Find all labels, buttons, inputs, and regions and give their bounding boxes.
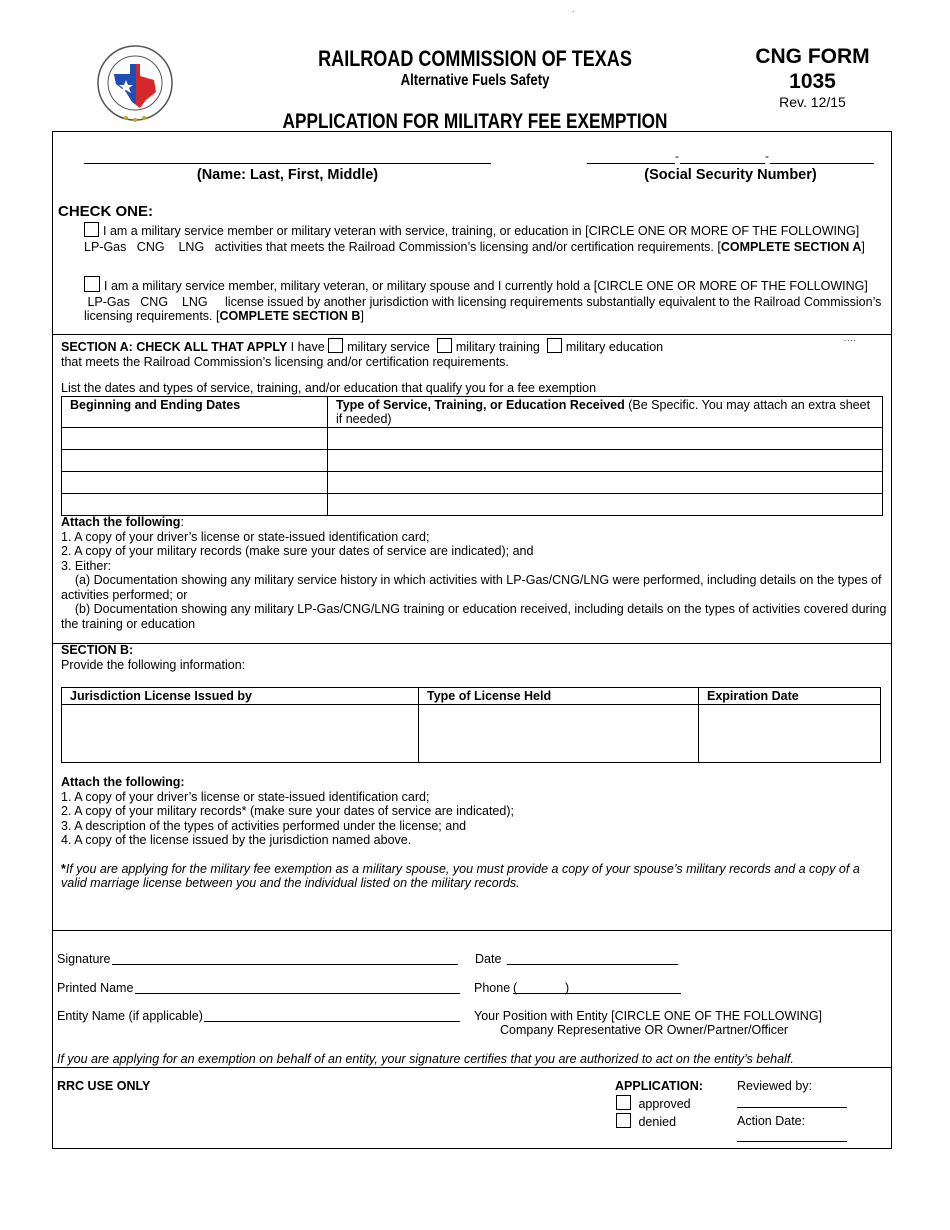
- ssn-field-part2[interactable]: [680, 149, 765, 164]
- military-service-checkbox[interactable]: [328, 338, 343, 353]
- option-b-fuels[interactable]: LP-Gas CNG LNG: [87, 294, 208, 309]
- attach-item: the training or education: [61, 616, 196, 631]
- denied-option: [616, 1113, 676, 1130]
- col-type-header-bold: Type of Service, Training, or Education Received: [336, 398, 625, 412]
- form-number: [740, 44, 885, 94]
- check-one-heading: CHECK ONE:: [58, 203, 154, 220]
- col-dates-header: Beginning and Ending Dates: [62, 397, 328, 428]
- printed-name-label: Printed Name: [57, 981, 134, 995]
- type-cell[interactable]: [328, 472, 883, 494]
- entity-name-field[interactable]: [204, 1006, 460, 1022]
- table-row: [62, 494, 883, 516]
- reviewed-by-label: Reviewed by:: [737, 1079, 813, 1093]
- attach-item: activities performed; or: [61, 587, 188, 602]
- attach-item: (b) Documentation showing any military LP-Gas/CNG/LNG training or education received, including details on the types of activities covered during: [61, 602, 887, 616]
- rrc-use-only-label: RRC USE ONLY: [57, 1079, 151, 1093]
- attach-item: (a) Documentation showing any military service history in which activities with LP-Gas/CNG/LNG were performed, including details on the types of: [61, 573, 882, 587]
- military-training-checkbox[interactable]: [437, 338, 452, 353]
- printed-name-field[interactable]: [135, 978, 460, 994]
- military-training-label: military training: [455, 340, 540, 354]
- expiration-cell[interactable]: [699, 705, 881, 763]
- approved-label: approved: [638, 1097, 691, 1111]
- option-b-line2: license issued by another jurisdiction with licensing requirements substantially equivalent to the Railroad Commission’s: [225, 294, 882, 309]
- section-b-table: [61, 687, 881, 763]
- jurisdiction-cell[interactable]: [62, 705, 419, 763]
- table-row: [62, 450, 883, 472]
- rrc-seal-logo: [96, 44, 174, 124]
- action-date-label: Action Date:: [737, 1114, 806, 1128]
- attach-item: 2. A copy of your military records (make sure your dates of service are indicated); and: [61, 544, 534, 558]
- position-options[interactable]: Company Representative OR Owner/Partner/Officer: [500, 1023, 789, 1037]
- section-a-attach: [61, 515, 887, 631]
- section-a-line2: that meets the Railroad Commission’s licensing and/or certification requirements.: [61, 354, 509, 369]
- col-type-header-note2: if needed): [336, 412, 392, 426]
- option-b-complete-section-b: COMPLETE SECTION B: [219, 309, 361, 323]
- option-a-line1: I am a military service member or military veteran with service, training, or education in [CIRCLE ONE OR MORE OF THE FOLLOWING]: [103, 224, 860, 238]
- date-label: Date: [475, 952, 502, 966]
- section-a-table: [61, 396, 883, 516]
- signature-label: Signature: [57, 952, 111, 966]
- option-b: [84, 276, 894, 324]
- reviewed-by-field[interactable]: [737, 1096, 847, 1108]
- military-service-label: military service: [347, 340, 430, 354]
- form-title: APPLICATION FOR MILITARY FEE EXEMPTION: [282, 110, 668, 133]
- scan-mark: .: [572, 4, 575, 14]
- option-a-fuels[interactable]: LP-Gas CNG LNG: [84, 239, 205, 254]
- option-b-line1: I am a military service member, military veteran, or military spouse and I currently hold a [CIRCLE ONE OR MORE OF THE FOLLOWING]: [104, 279, 868, 293]
- option-a: [84, 222, 894, 254]
- dotted-mark: ....: [844, 334, 857, 343]
- attach-item: 4. A copy of the license issued by the jurisdiction named above.: [61, 833, 412, 847]
- col-type-header: [328, 397, 883, 428]
- type-cell[interactable]: [328, 428, 883, 450]
- option-a-complete-section-a: COMPLETE SECTION A: [720, 239, 862, 254]
- option-a-checkbox[interactable]: [84, 222, 99, 237]
- military-education-checkbox[interactable]: [547, 338, 562, 353]
- attach-item: 3. A description of the types of activities performed under the license; and: [61, 818, 467, 833]
- spouse-note-line1: If you are applying for the military fee exemption as a military spouse, you must provide a copy of your spouse’s military records and a copy of a: [65, 861, 860, 876]
- option-b-checkbox[interactable]: [84, 276, 100, 292]
- revision-label: Rev. 12/15: [779, 94, 846, 110]
- attach-item: 1. A copy of your driver’s license or state-issued identification card;: [61, 529, 430, 544]
- option-b-line3: licensing requirements. [: [84, 309, 220, 323]
- approved-checkbox[interactable]: [616, 1095, 631, 1110]
- col-jurisdiction-header: Jurisdiction License Issued by: [62, 688, 419, 705]
- section-a-header: [61, 338, 881, 369]
- type-cell[interactable]: [328, 494, 883, 516]
- section-b-header: [61, 643, 245, 672]
- section-b-heading: SECTION B:: [61, 643, 134, 657]
- dates-cell[interactable]: [62, 494, 328, 516]
- phone-field[interactable]: [513, 978, 681, 994]
- license-type-cell[interactable]: [419, 705, 699, 763]
- attach-item: 2. A copy of your military records* (make sure your dates of service are indicated);: [61, 804, 514, 818]
- ssn-separator-1: -: [675, 149, 679, 163]
- col-expiration-header: Expiration Date: [699, 688, 881, 705]
- section-b-attach-heading: Attach the following:: [61, 775, 185, 789]
- table-row: [62, 472, 883, 494]
- denied-label: denied: [638, 1115, 677, 1129]
- section-a-attach-colon: :: [180, 515, 184, 529]
- col-type-header-note: (Be Specific. You may attach an extra sheet: [628, 398, 871, 412]
- option-a-close: ]: [861, 239, 865, 254]
- approved-option: [616, 1095, 691, 1112]
- ssn-caption: (Social Security Number): [644, 167, 817, 183]
- section-a-i-have: I have: [290, 340, 325, 354]
- application-label: APPLICATION:: [615, 1079, 703, 1093]
- option-a-line2: activities that meets the Railroad Commission’s licensing and/or certification requirements. [: [214, 239, 721, 254]
- signature-field[interactable]: [112, 949, 458, 965]
- ssn-field-part3[interactable]: [770, 149, 874, 164]
- phone-paren-open: (: [513, 981, 518, 995]
- agency-title: RAILROAD COMMISSION OF TEXAS: [318, 46, 632, 71]
- attach-item: 3. Either:: [61, 558, 112, 573]
- spouse-note: [61, 862, 887, 891]
- form-number-line2: 1035: [789, 70, 836, 93]
- phone-label: Phone: [474, 981, 511, 995]
- name-field[interactable]: [84, 149, 491, 164]
- section-a-heading: SECTION A: CHECK ALL THAT APPLY: [61, 340, 288, 354]
- dates-cell[interactable]: [62, 450, 328, 472]
- section-b-intro: Provide the following information:: [61, 657, 246, 672]
- section-b-attach: [61, 775, 887, 891]
- section-a-list-intro: List the dates and types of service, training, and/or education that qualify you for a fee exemption: [61, 381, 597, 395]
- position-line1: Your Position with Entity [CIRCLE ONE OF THE FOLLOWING]: [474, 1009, 823, 1023]
- dates-cell[interactable]: [62, 472, 328, 494]
- spouse-note-star: *: [61, 861, 66, 876]
- entity-authorization-note: If you are applying for an exemption on behalf of an entity, your signature certifies that you are authorized to act on the entity’s behalf.: [57, 1052, 794, 1066]
- section-a-attach-heading: Attach the following: [61, 515, 181, 529]
- phone-paren-close: ): [565, 981, 570, 995]
- form-number-line1: CNG FORM: [755, 45, 870, 68]
- entity-name-label: Entity Name (if applicable): [57, 1009, 203, 1023]
- attach-item: 1. A copy of your driver’s license or state-issued identification card;: [61, 789, 430, 804]
- col-license-type-header: Type of License Held: [419, 688, 699, 705]
- table-row: [62, 705, 881, 763]
- date-field[interactable]: [507, 949, 678, 965]
- name-caption: (Name: Last, First, Middle): [196, 167, 379, 183]
- ssn-separator-2: -: [765, 149, 769, 163]
- ssn-field-part1[interactable]: [587, 149, 675, 164]
- denied-checkbox[interactable]: [616, 1113, 631, 1128]
- type-cell[interactable]: [328, 450, 883, 472]
- option-b-close: ]: [360, 309, 364, 323]
- division-title: Alternative Fuels Safety: [400, 72, 550, 89]
- dates-cell[interactable]: [62, 428, 328, 450]
- action-date-field[interactable]: [737, 1130, 847, 1142]
- table-row: [62, 428, 883, 450]
- military-education-label: military education: [565, 340, 664, 354]
- spouse-note-line2: valid marriage license between you and the individual listed on the military records.: [61, 876, 520, 890]
